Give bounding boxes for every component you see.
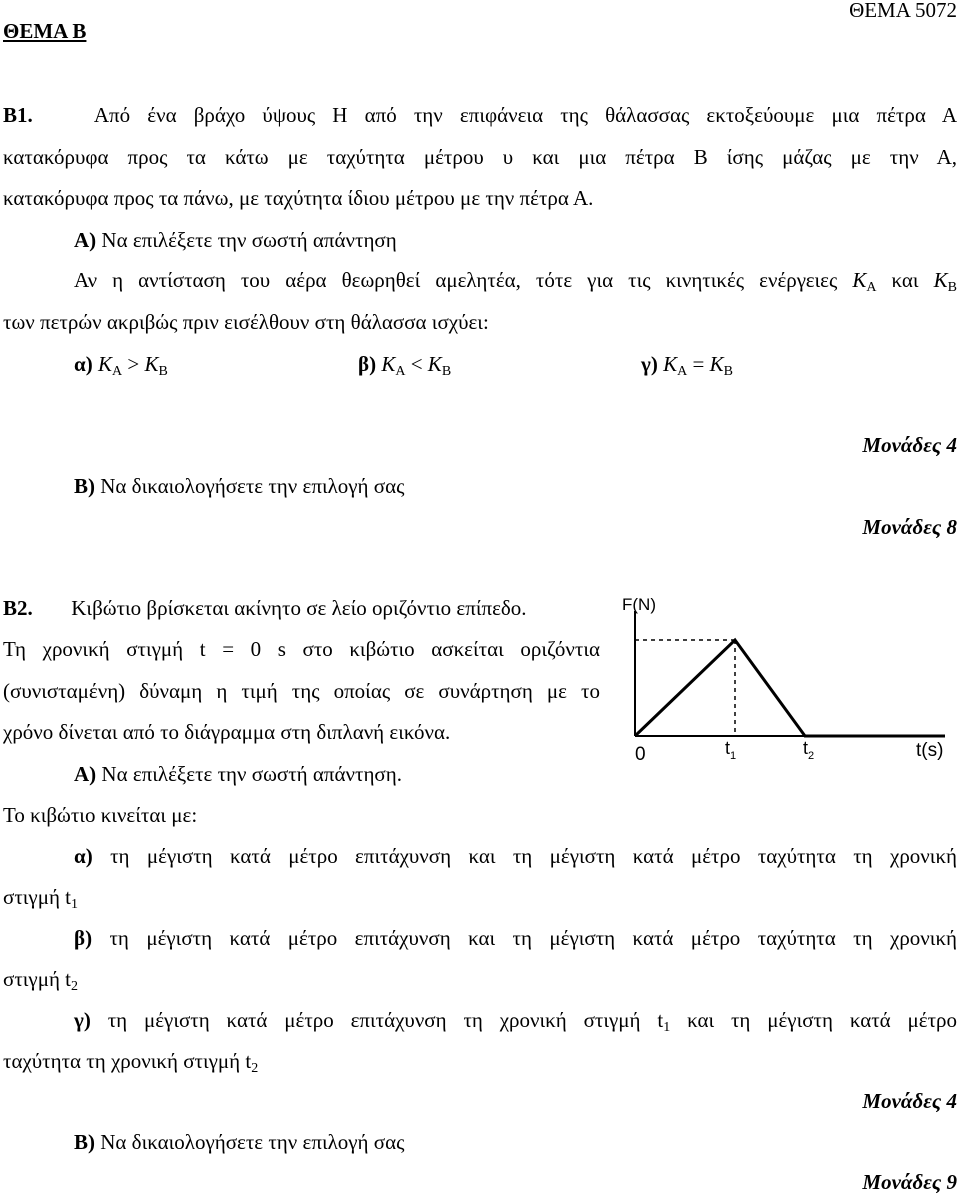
b1-line3: κατακόρυφα προς τα πάνω, με ταχύτητα ίδιου μέτρου με την πέτρα Α. (3, 186, 594, 210)
b1-question-text: Αν η αντίσταση του αέρα θεωρηθεί αμελητέα, τότε για τις κινητικές ενέργειες (74, 268, 838, 292)
b1-partA (74, 228, 397, 253)
b1-partB-text: Να δικαιολογήσετε την επιλογή σας (100, 474, 405, 498)
b1-line1 (3, 103, 957, 128)
b1-partB-label: Β) (74, 474, 95, 498)
b2-partB (74, 1130, 404, 1155)
b1-line2: κατακόρυφα προς τα κάτω με ταχύτητα μέτρου υ και μια πέτρα Β ίσης μάζας με την Α, (3, 145, 957, 169)
b2-option-c-line1: γ) τη μέγιστη κατά μέτρο επιτάχυνση τη χρονική στιγμή t1 και τη μέγιστη κατά μέτρο (74, 1008, 958, 1035)
graph-origin: 0 (635, 744, 646, 765)
option-label: β) (74, 926, 93, 950)
option-text: τη μέγιστη κατά μέτρο επιτάχυνση και τη μέγιστη κατά μέτρο ταχύτητα τη χρονική (109, 926, 958, 950)
graph-t1-label: $t_1$ (725, 738, 737, 762)
option-label: γ) (641, 352, 658, 376)
b2-option-b-line2: στιγμή t2 (3, 967, 79, 994)
b1-partA-text: Να επιλέξετε την σωστή απάντηση (101, 228, 397, 252)
b2-option-a-line1 (74, 844, 957, 869)
option-label: β) (358, 352, 377, 376)
b2-label: Β2. (3, 596, 33, 620)
b2-option-b-line1 (74, 926, 957, 951)
theme-number: ΘΕΜΑ 5072 (849, 0, 957, 22)
option-label: α) (74, 844, 93, 868)
theme-label: ΘΕΜΑ Β (3, 19, 87, 43)
b1-text-1: Από ένα βράχο ύψους H από την επιφάνεια της θάλασσας εκτοξεύουμε μια πέτρα Α (93, 103, 957, 127)
b1-question-line2: των πετρών ακριβώς πριν εισέλθουν στη θάλασσα ισχύει: (3, 310, 489, 334)
b2-line3: (συνισταμένη) δύναμη η τιμή της οποίας σε συνάρτηση με το (3, 679, 600, 703)
b2-text-1: Κιβώτιο βρίσκεται ακίνητο σε λείο οριζόντιο επίπεδο. (71, 596, 527, 620)
ka-symbol: $K_A$ (852, 268, 877, 295)
graph-y-label: F(N) (622, 595, 656, 614)
b2-intro: Το κιβώτιο κινείται με: (3, 803, 198, 827)
b2-option-a-line2: στιγμή t1 (3, 885, 79, 912)
b2-points-b: Μονάδες 9 (862, 1170, 957, 1194)
option-label: γ) (74, 1008, 91, 1032)
b2-line4: χρόνο δίνεται από το διάγραμμα στη διπλανή εικόνα. (3, 720, 451, 744)
b2-partA-text: Να επιλέξετε την σωστή απάντηση. (101, 762, 402, 786)
b1-points-a: Μονάδες 4 (862, 433, 957, 457)
b1-points-b: Μονάδες 8 (862, 515, 957, 539)
b1-partB (74, 474, 404, 499)
b2-option-c-line2: ταχύτητα τη χρονική στιγμή t2 (3, 1049, 259, 1076)
force-time-graph (620, 593, 960, 768)
b2-points-a: Μονάδες 4 (862, 1089, 957, 1113)
force-curve (635, 640, 945, 736)
b2-partB-label: Β) (74, 1130, 95, 1154)
kb-symbol: $K_B$ (933, 268, 957, 295)
b1-option-c: γ) $K_A = K_B$ (641, 352, 733, 379)
b2-line1 (3, 596, 527, 621)
option-text: τη μέγιστη κατά μέτρο επιτάχυνση και τη μέγιστη κατά μέτρο ταχύτητα τη χρονική (110, 844, 958, 868)
b1-label: Β1. (3, 103, 33, 127)
b2-partA-label: Α) (74, 762, 97, 786)
b1-question-and: και (891, 268, 919, 292)
b1-question-line1 (74, 268, 957, 296)
graph-t2-label: $t_2$ (803, 738, 815, 762)
b2-line2: Τη χρονική στιγμή t = 0 s στο κιβώτιο ασκείται οριζόντια (3, 637, 600, 661)
graph-x-label: t(s) (916, 740, 944, 761)
b1-option-a: α) $K_A > K_B$ (74, 352, 168, 379)
b2-partA (74, 762, 402, 787)
b1-option-b: β) $K_A < K_B$ (358, 352, 452, 379)
b2-partB-text: Να δικαιολογήσετε την επιλογή σας (100, 1130, 405, 1154)
option-label: α) (74, 352, 93, 376)
b1-partA-label: Α) (74, 228, 97, 252)
